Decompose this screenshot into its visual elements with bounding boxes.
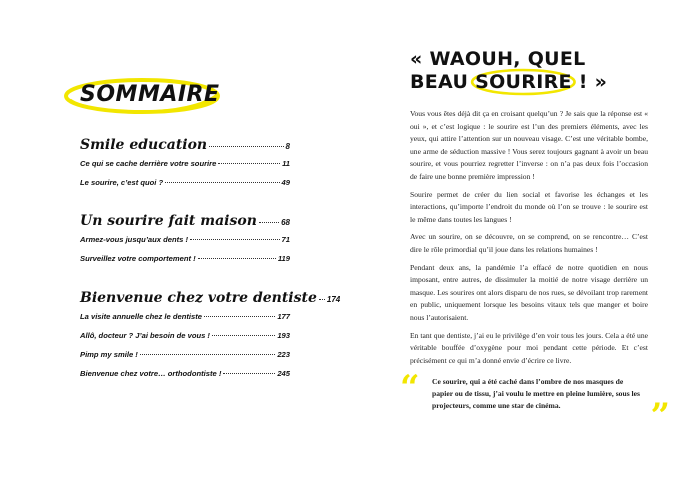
toc-entry[interactable] [80,159,290,168]
toc-page-number: 71 [281,235,290,244]
toc-entry-label: Surveillez votre comportement ! [80,254,196,263]
leader-dots [198,258,276,259]
toc-chapter-label: Smile education [80,137,208,153]
article-body [410,108,648,372]
leader-dots [218,163,280,164]
pull-quote-text: Ce sourire, qui a été caché dans l’ombre de nos masques de papier ou de tissu, j’ai voulu le mettre en pleine lumière, sous les projecteurs, comme une star de cinéma. [432,377,640,410]
toc-page-number: 193 [277,331,290,340]
toc-chapter-label: Un sourire fait maison [80,213,257,229]
headline-line-2 [410,71,607,94]
leader-dots [140,354,276,355]
headline-suffix: ! » [571,71,608,93]
toc-entry[interactable] [80,369,290,378]
toc-entry-label: Le sourire, c’est quoi ? [80,178,164,187]
toc-page-number: 245 [277,369,290,378]
toc-page-number: 174 [326,295,341,304]
toc-entry-label: Bienvenue chez votre… orthodontiste ! [80,369,222,378]
paragraph: Pendant deux ans, la pandémie l’a effacé de notre quotidien en nous imposant, entre autres, de dissimuler la moitié de notre visage derrière un masque. Les sourires ont alors disparu de nos rues, se dévoilant trop rarement en public, uniquement lorsque les besoins vitaux tels que manger et boire nous l’autorisaient. [410,262,648,322]
toc-chapter-label: Bienvenue chez votre dentiste [80,290,317,306]
toc-page-number: 177 [277,312,290,321]
toc-entry[interactable] [80,178,290,187]
toc-entry-label: Ce qui se cache derrière votre sourire [80,159,217,168]
toc-entry[interactable] [80,254,290,263]
leader-dots [259,222,279,223]
headline-line-1: « WAOUH, QUEL [410,48,586,70]
toc-chapter[interactable] [80,213,290,229]
leader-dots [209,146,283,147]
toc-entry[interactable] [80,235,290,244]
toc-page-number: 119 [277,254,290,263]
toc-chapter[interactable] [80,290,341,306]
leader-dots [223,373,275,374]
toc-entry-label: Armez-vous jusqu’aux dents ! [80,235,189,244]
toc-entry-label: Pimp my smile ! [80,350,138,359]
toc-entry[interactable] [80,312,290,321]
sommaire-heading [62,76,222,116]
toc-section [80,290,341,388]
toc-section [80,213,290,273]
page-title: SOMMAIRE [80,82,220,107]
leader-dots [212,335,275,336]
toc-page-number: 11 [282,159,290,168]
article-headline [410,48,607,94]
leader-dots [204,316,275,317]
leader-dots [319,299,325,300]
toc-entry-label: Allô, docteur ? J’ai besoin de vous ! [80,331,210,340]
paragraph: En tant que dentiste, j’ai eu le privilège d’en voir tous les jours. Cela a été une véritable bouffée d’oxygène pour moi pendant cette période. Et c’est précisément ce qui m’a donné envie d’écrire ce livre. [410,330,648,365]
highlighted-word-text: SOURIRE [475,71,572,93]
toc-page-number: 223 [277,350,290,359]
highlighted-word [475,71,572,94]
headline-prefix: BEAU [410,71,476,93]
toc-entry-label: La visite annuelle chez le dentiste [80,312,202,321]
leader-dots [190,239,280,240]
open-quote-mark: “ [400,368,420,408]
paragraph: Avec un sourire, on se découvre, on se comprend, on se rencontre… C’est dire le rôle primordial qu’il joue dans les relations humaines ! [410,232,648,254]
toc-page-number: 68 [281,218,290,227]
toc-entry[interactable] [80,331,290,340]
toc-chapter[interactable] [80,137,290,153]
toc-page-number: 49 [281,178,290,187]
toc-entry[interactable] [80,350,290,359]
toc-page-number: 8 [285,142,290,151]
close-quote-mark: ” [650,396,670,436]
right-page [350,0,700,479]
toc-section [80,137,290,197]
leader-dots [165,182,279,183]
paragraph: Sourire permet de créer du lien social et favorise les échanges et les interactions, qu’importe l’endroit du monde où l’on se trouve : le sourire est le même dans toutes les langues ! [410,189,648,224]
paragraph: Vous vous êtes déjà dit ça en croisant quelqu’un ? Je sais que la réponse est « oui », et c’est logique : le sourire est l’un des premiers éléments, avec les yeux, qui attire l’attention sur un nouveau visage. C’est une véritable bombe, une arme de séduction massive ! Vous serez toujours gagnant à avoir un beau sourire, et vous pourriez regretter l’inverse : on n’a pas deux fois l’occasion de faire une bonne première impression ! [410,109,648,181]
